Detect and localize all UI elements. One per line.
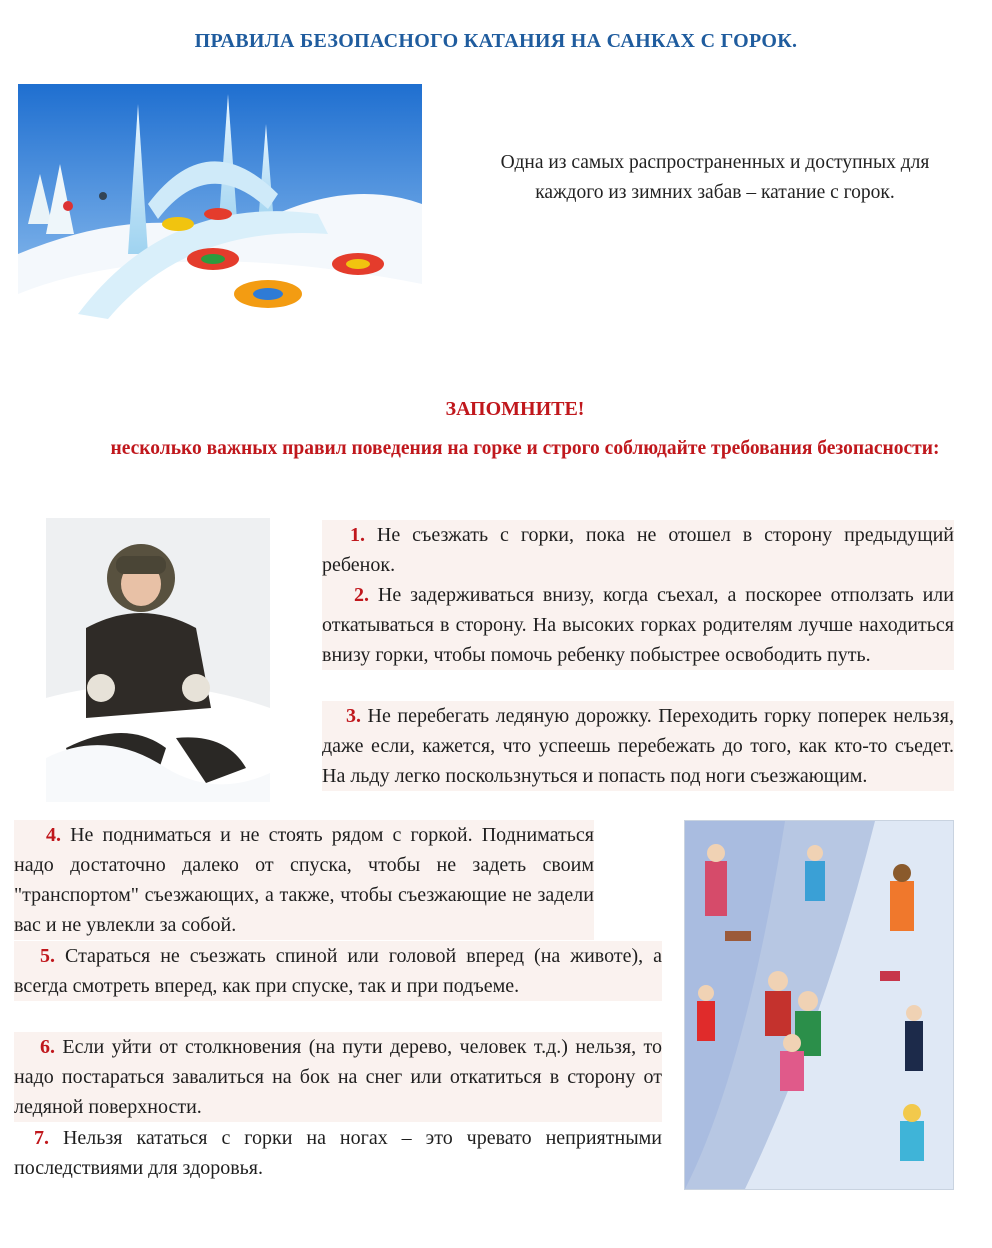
rule-text: Стараться не съезжать спиной или головой вперед (на животе), а всегда смотреть вперед, как при спуске, так и при подъеме. [14,945,662,997]
children-sledding-drawing [684,820,954,1190]
page-title: ПРАВИЛА БЕЗОПАСНОГО КАТАНИЯ НА САНКАХ С ГОРОК. [194,30,798,52]
rule-text: Не съезжать с горки, пока не отошел в сторону предыдущий ребенок. [322,524,954,576]
remember-heading: ЗАПОМНИТЕ! [445,398,585,420]
intro-text: Одна из самых распространенных и доступных для каждого из зимних забав – катание с горок. [500,152,930,203]
rule-item [14,941,662,1001]
ice-slide-photo [18,84,422,332]
rule-text: Не подниматься и не стоять рядом с горкой. Подниматься надо достаточно далеко от спуска, чтобы не задеть своим "транспортом" съезжающих, а также, чтобы съезжающие не задели вас и не увлекли за собой. [14,824,594,936]
rule-item [322,520,954,580]
rule-number: 6. [40,1036,55,1058]
rule-item [322,580,954,670]
rule-item [322,701,954,791]
rule-text: Не перебегать ледяную дорожку. Переходить горку поперек нельзя, даже если, кажется, что успеешь перебежать до того, как кто-то съедет. На льду легко поскользнуться и попасть под ноги съезжающим. [322,705,954,787]
child-sledding-photo [46,518,270,802]
rule-number: 7. [34,1127,49,1149]
rule-number: 4. [46,824,61,846]
rule-item [14,1032,662,1122]
rules-subheading: несколько важных правил поведения на горке и строго соблюдайте требования безопасности: [110,438,940,459]
rule-number: 1. [350,524,365,546]
rule-item [14,1123,662,1183]
rule-text: Если уйти от столкновения (на пути дерево, человек т.д.) нельзя, то надо постараться завалиться на бок на снег или откатиться в сторону от ледяной поверхности. [14,1036,662,1118]
rule-item [14,820,594,940]
rule-number: 3. [346,705,361,727]
rule-text: Нельзя кататься с горки на ногах – это чревато неприятными последствиями для здоровья. [14,1127,662,1179]
rule-text: Не задерживаться внизу, когда съехал, а поскорее отползать или откатываться в сторону. На высоких горках родителям лучше находиться внизу горки, чтобы помочь ребенку побыстрее освободить путь. [322,584,954,666]
rule-number: 5. [40,945,55,967]
rule-number: 2. [354,584,369,606]
